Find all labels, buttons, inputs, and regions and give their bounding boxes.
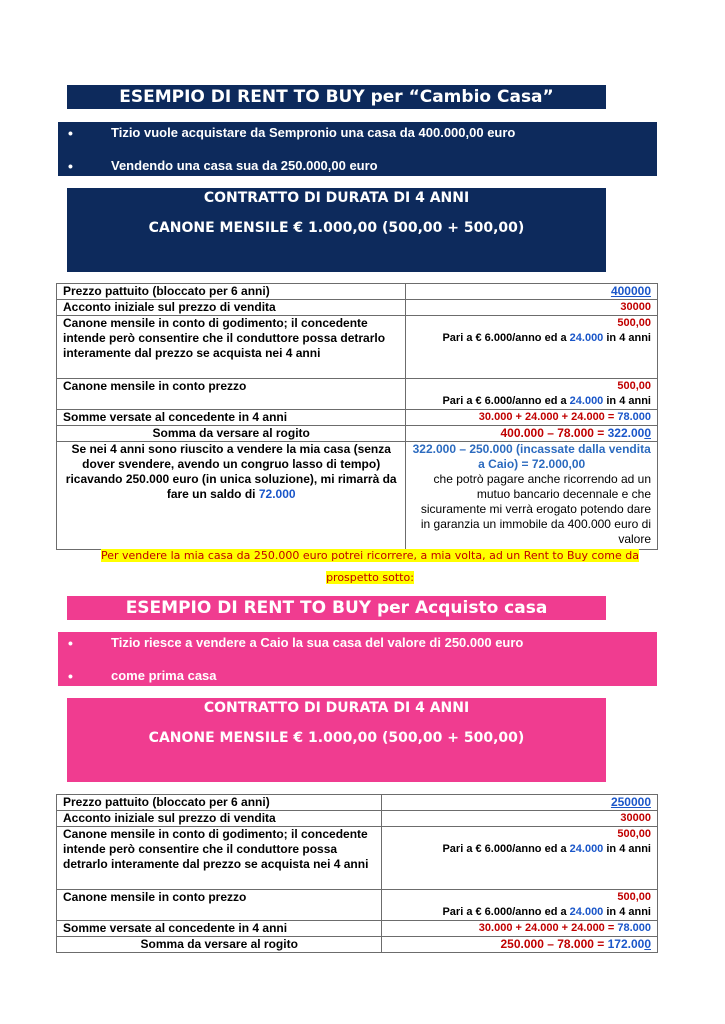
bullet-item: • Tizio riesce a vendere a Caio la sua casa del valore di 250.000 euro (68, 635, 524, 651)
bullet-icon: • (68, 125, 73, 141)
contract-duration: CONTRATTO DI DURATA DI 4 ANNI (203, 190, 470, 206)
table-row: Canone mensile in conto di godimento; il concedente intende però consentire che il conduttore possa detrarlo interamente dal prezzo se acquista nei 4 anni 500,00 Pari a € 6.000/anno ed a 24.000 in 4 anni (57, 316, 658, 379)
table-row: Somma da versare al rogito 400.000 – 78.000 = 322.000 (57, 426, 658, 442)
table-row: Prezzo pattuito (bloccato per 6 anni) 400000 (57, 284, 658, 300)
table-row: Acconto iniziale sul prezzo di vendita 30000 (57, 811, 658, 827)
table-row: Somma da versare al rogito 250.000 – 78.000 = 172.000 (57, 937, 658, 953)
section1-bullet-box (58, 122, 657, 176)
table-row: Se nei 4 anni sono riuscito a vendere la mia casa (senza dover svendere, avendo un congruo lasso di tempo) ricavando 250.000 euro (in unica soluzione), mi rimarrà da fare un saldo di 72.000 322.000 – 250.000 (incassate dalla vendita a Caio) = 72.000,00 che potrò pagare anche ricorrendo ad un mutuo bancario decennale e che sicuramente mi verrà erogato potendo dare in garanzia un immobile da 400.000 euro di valore (57, 442, 658, 550)
bullet-item: • come prima casa (68, 668, 217, 684)
monthly-fee: CANONE MENSILE € 1.000,00 (500,00 + 500,00) (148, 730, 525, 746)
monthly-fee: CANONE MENSILE € 1.000,00 (500,00 + 500,00) (148, 220, 525, 236)
table-row: Canone mensile in conto prezzo 500,00 Pari a € 6.000/anno ed a 24.000 in 4 anni (57, 890, 658, 921)
table-row: Somme versate al concedente in 4 anni 30.000 + 24.000 + 24.000 = 78.000 (57, 921, 658, 937)
agreed-price: 400000 (610, 284, 651, 298)
note-text: Per vendere la mia casa da 250.000 euro potrei ricorrere, a mia volta, ad un Rent to Buy come da prospetto sotto: (101, 549, 639, 584)
bullet-icon: • (68, 668, 73, 684)
table-row: Prezzo pattuito (bloccato per 6 anni) 250000 (57, 795, 658, 811)
agreed-price: 250000 (610, 795, 651, 809)
table-row: Canone mensile in conto di godimento; il concedente intende però consentire che il conduttore possa detrarlo interamente dal prezzo se acquista nei 4 anni 500,00 Pari a € 6.000/anno ed a 24.000 in 4 anni (57, 827, 658, 890)
table-row: Canone mensile in conto prezzo 500,00 Pari a € 6.000/anno ed a 24.000 in 4 anni (57, 379, 658, 410)
bullet-item: • Vendendo una casa sua da 250.000,00 euro (68, 158, 378, 174)
section2-bullet-box (58, 632, 657, 686)
section1-title: ESEMPIO DI RENT TO BUY per “Cambio Casa” (67, 85, 606, 109)
bullet-icon: • (68, 158, 73, 174)
bullet-icon: • (68, 635, 73, 651)
table-row: Acconto iniziale sul prezzo di vendita 30000 (57, 300, 658, 316)
contract-duration: CONTRATTO DI DURATA DI 4 ANNI (203, 700, 470, 716)
section1-price-table (56, 283, 658, 550)
bullet-item: • Tizio vuole acquistare da Sempronio una casa da 400.000,00 euro (68, 125, 516, 141)
section2-contract-box (67, 698, 606, 782)
section1-contract-box (67, 188, 606, 272)
table-row: Somme versate al concedente in 4 anni 30.000 + 24.000 + 24.000 = 78.000 (57, 410, 658, 426)
section2-price-table (56, 794, 658, 953)
section2-title: ESEMPIO DI RENT TO BUY per Acquisto casa (67, 596, 606, 620)
